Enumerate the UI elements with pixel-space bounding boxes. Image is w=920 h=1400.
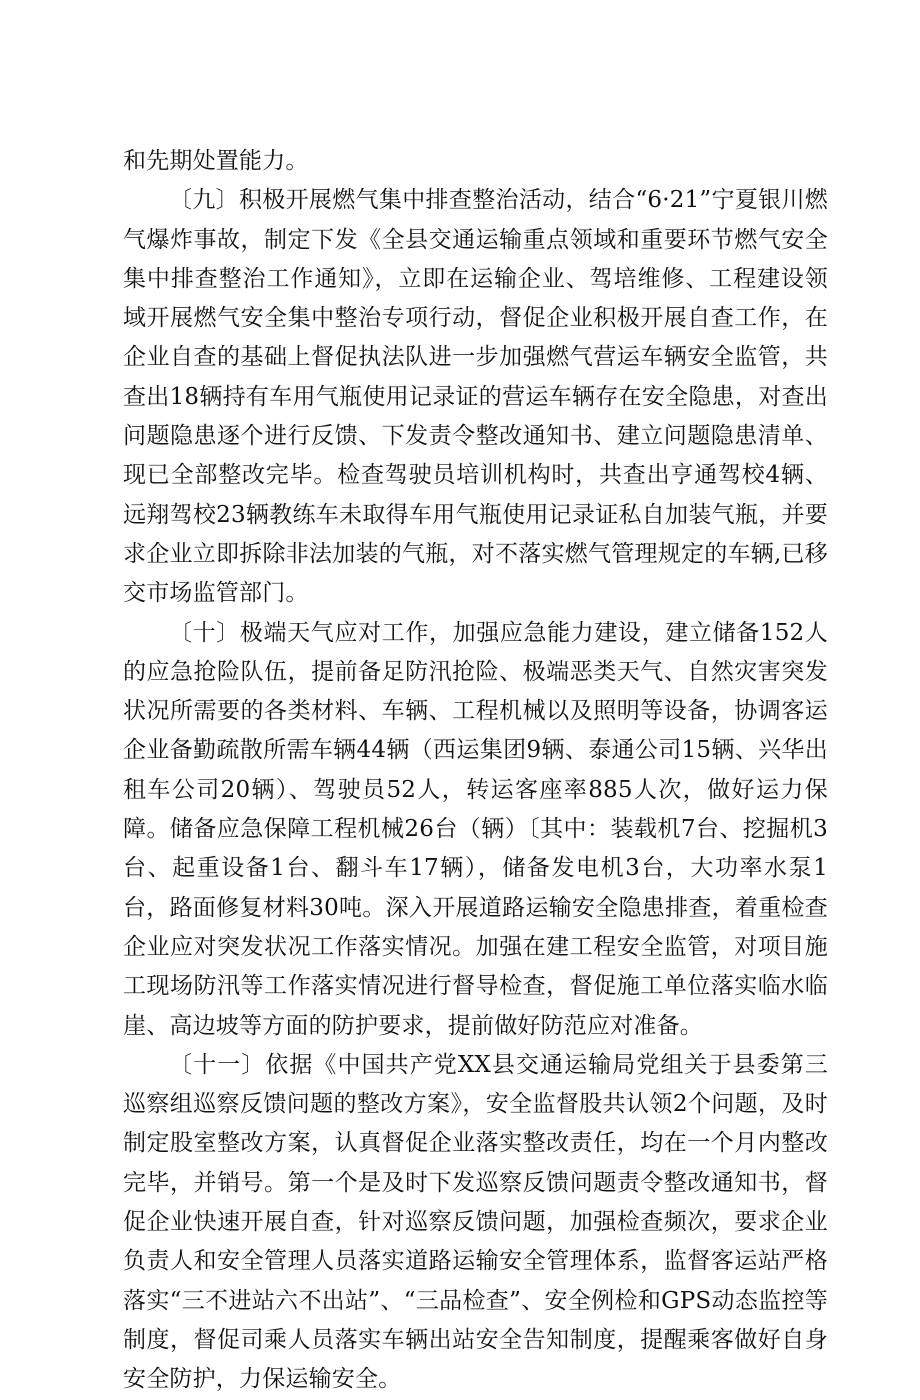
paragraph-item-10: 〔十〕极端天气应对工作，加强应急能力建设，建立储备152人的应急抢险队伍，提前备足防汛抢险、极端恶类天气、自然灾害突发状况所需要的各类材料、车辆、工程机械以及照明等设备，协调客运企业备勤疏散所需车辆44辆（西运集团9辆、泰通公司15辆、兴华出租车公司20辆）、驾驶员52人，转运客座率885人次，做好运力保障。储备应急保障工程机械26台（辆）〔其中：装载机7台、挖掘机3台、起重设备1台、翻斗车17辆），储备发电机3台，大功率水泵1台，路面修复材料30吨。深入开展道路运输安全隐患排查，着重检查企业应对突发状况工作落实情况。加强在建工程安全监管，对项目施工现场防汛等工作落实情况进行督导检查，督促施工单位落实临水临崖、高边坡等方面的防护要求，提前做好防范应对准备。 xyxy=(123,619,828,1039)
paragraph-continuation: 和先期处置能力。 xyxy=(123,148,309,174)
paragraph-item-11: 〔十一〕依据《中国共产党XX县交通运输局党组关于县委第三巡察组巡察反馈问题的整改方案》，安全监督股共认领2个问题，及时制定股室整改方案，认真督促企业落实整改责任，均在一个月内整改完毕，并销号。第一个是及时下发巡察反馈问题责令整改通知书，督促企业快速开展自查，针对巡察反馈问题，加强检查频次，要求企业负责人和安全管理人员落实道路运输安全管理体系，监督客运站严格落实“三不进站六不出站”、“三品检查”、安全例检和GPS动态监控等制度，督促司乘人员落实车辆出站安全告知制度，提醒乘客做好自身安全防护，力保运输安全。 xyxy=(123,1051,828,1393)
paragraph-item-9: 〔九〕积极开展燃气集中排查整治活动，结合“6·21”宁夏银川燃气爆炸事故，制定下发《全县交通运输重点领域和重要环节燃气安全集中排查整治工作通知》，立即在运输企业、驾培维修、工程建设领域开展燃气安全集中整治专项行动，督促企业积极开展自查工作，在企业自查的基础上督促执法队进一步加强燃气营运车辆安全监管，共查出18辆持有车用气瓶使用记录证的营运车辆存在安全隐患，对查出问题隐患逐个进行反馈、下发责令整改通知书、建立问题隐患清单、现已全部整改完毕。检查驾驶员培训机构时，共查出亨通驾校4辆、远翔驾校23辆教练车未取得车用气瓶使用记录证私自加装气瓶，并要求企业立即拆除非法加装的气瓶，对不落实燃气管理规定的车辆,已移交市场监管部门。 xyxy=(123,187,828,607)
document-body xyxy=(123,142,828,1400)
